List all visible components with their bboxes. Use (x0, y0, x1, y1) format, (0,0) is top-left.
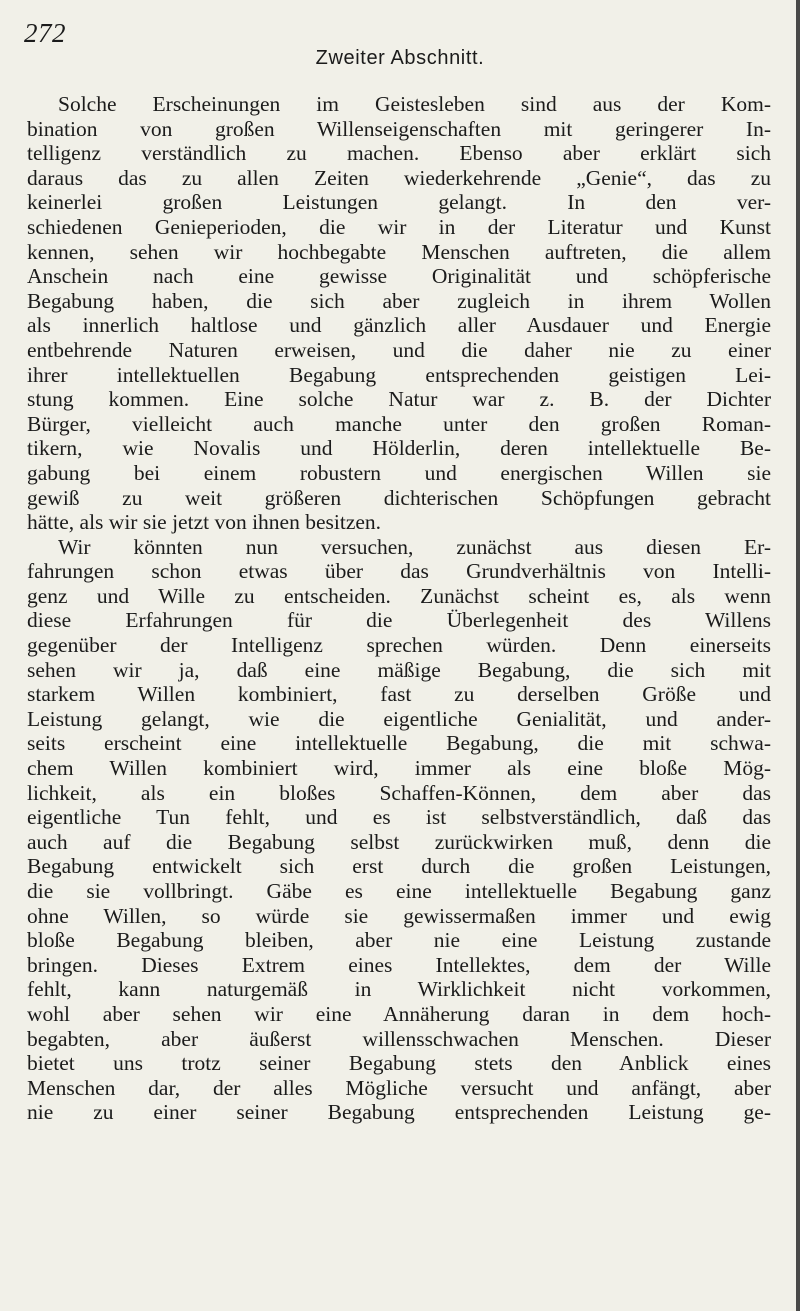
text-line: lichkeit, als ein bloßes Schaffen-Können, dem aber das (27, 780, 771, 805)
text-line: bination von großen Willenseigenschaften mit geringerer In- (27, 116, 771, 141)
text-line: ohne Willen, so würde sie gewissermaßen immer und ewig (27, 903, 771, 928)
text-line: chem Willen kombiniert wird, immer als eine bloße Mög- (27, 756, 771, 781)
page-edge-shadow (796, 0, 800, 1311)
text-line: die sie vollbringt. Gäbe es eine intellektuelle Begabung ganz (27, 879, 771, 903)
text-line: auch auf die Begabung selbst zurückwirken muß, denn die (27, 829, 771, 854)
text-line: Solche Erscheinungen im Geistesleben sind aus der Kom- (58, 92, 771, 116)
text-line: hätte, als wir sie jetzt von ihnen besitzen. (27, 510, 382, 535)
text-line: Wir könnten nun versuchen, zunächst aus diesen Er- (58, 534, 771, 559)
text-line: diese Erfahrungen für die Überlegenheit des Willens (27, 608, 771, 633)
page-number: 272 (24, 18, 66, 48)
text-line: Anschein nach eine gewisse Originalität und schöpferische (27, 264, 771, 289)
text-line: tikern, wie Novalis und Hölderlin, deren intellektuelle Be- (27, 436, 771, 461)
text-line: nie zu einer seiner Begabung entsprechenden Leistung ge- (27, 1100, 771, 1125)
text-line: entbehrende Naturen erweisen, und die daher nie zu einer (27, 337, 771, 362)
text-line: gegenüber der Intelligenz sprechen würden. Denn einerseits (27, 633, 771, 658)
text-line: Bürger, vielleicht auch manche unter den großen Roman- (27, 411, 771, 436)
text-line: wohl aber sehen wir eine Annäherung daran in dem hoch- (27, 1001, 771, 1026)
text-line: gabung bei einem robustern und energischen Willen sie (27, 460, 771, 485)
text-line: bietet uns trotz seiner Begabung stets den Anblick eines (27, 1051, 771, 1076)
running-head: Zweiter Abschnitt. (315, 47, 485, 69)
text-line: seits erscheint eine intellektuelle Begabung, die mit schwa- (27, 731, 771, 756)
text-line: ihrer intellektuellen Begabung entsprechenden geistigen Lei- (27, 362, 771, 387)
text-line: daraus das zu allen Zeiten wiederkehrende „Genie“, das zu (27, 165, 771, 190)
text-line: bringen. Dieses Extrem eines Intellektes, dem der Wille (27, 952, 771, 977)
text-line: fahrungen schon etwas über das Grundverhältnis von Intelli- (27, 559, 771, 584)
text-line: begabten, aber äußerst willensschwachen Menschen. Dieser (27, 1026, 771, 1051)
text-line: sehen wir ja, daß eine mäßige Begabung, die sich mit (27, 657, 771, 682)
text-line: bloße Begabung bleiben, aber nie eine Leistung zustande (27, 928, 771, 953)
text-line: genz und Wille zu entscheiden. Zunächst scheint es, als wenn (27, 583, 771, 608)
text-line: als innerlich haltlose und gänzlich aller Ausdauer und Energie (27, 313, 771, 338)
text-line: starkem Willen kombiniert, fast zu derselben Größe und (27, 682, 771, 707)
text-line: keinerlei großen Leistungen gelangt. In den ver- (27, 190, 771, 215)
text-line: kennen, sehen wir hochbegabte Menschen auftreten, die allem (27, 239, 771, 264)
text-line: Begabung haben, die sich aber zugleich in ihrem Wollen (27, 288, 771, 313)
text-line: Begabung entwickelt sich erst durch die großen Leistungen, (27, 854, 771, 879)
text-line: Menschen dar, der alles Mögliche versucht und anfängt, aber (27, 1075, 771, 1100)
body-text (27, 92, 771, 1125)
text-line: telligenz verständlich zu machen. Ebenso aber erklärt sich (27, 141, 771, 166)
text-line: schiedenen Genieperioden, die wir in der Literatur und Kunst (27, 214, 771, 239)
text-line: gewiß zu weit größeren dichterischen Schöpfungen gebracht (27, 485, 771, 510)
text-line: Leistung gelangt, wie die eigentliche Genialität, und ander- (27, 706, 771, 731)
text-line: eigentliche Tun fehlt, und es ist selbstverständlich, daß das (27, 805, 771, 830)
text-line: fehlt, kann naturgemäß in Wirklichkeit nicht vorkommen, (27, 977, 771, 1002)
text-line: stung kommen. Eine solche Natur war z. B. der Dichter (27, 387, 771, 412)
